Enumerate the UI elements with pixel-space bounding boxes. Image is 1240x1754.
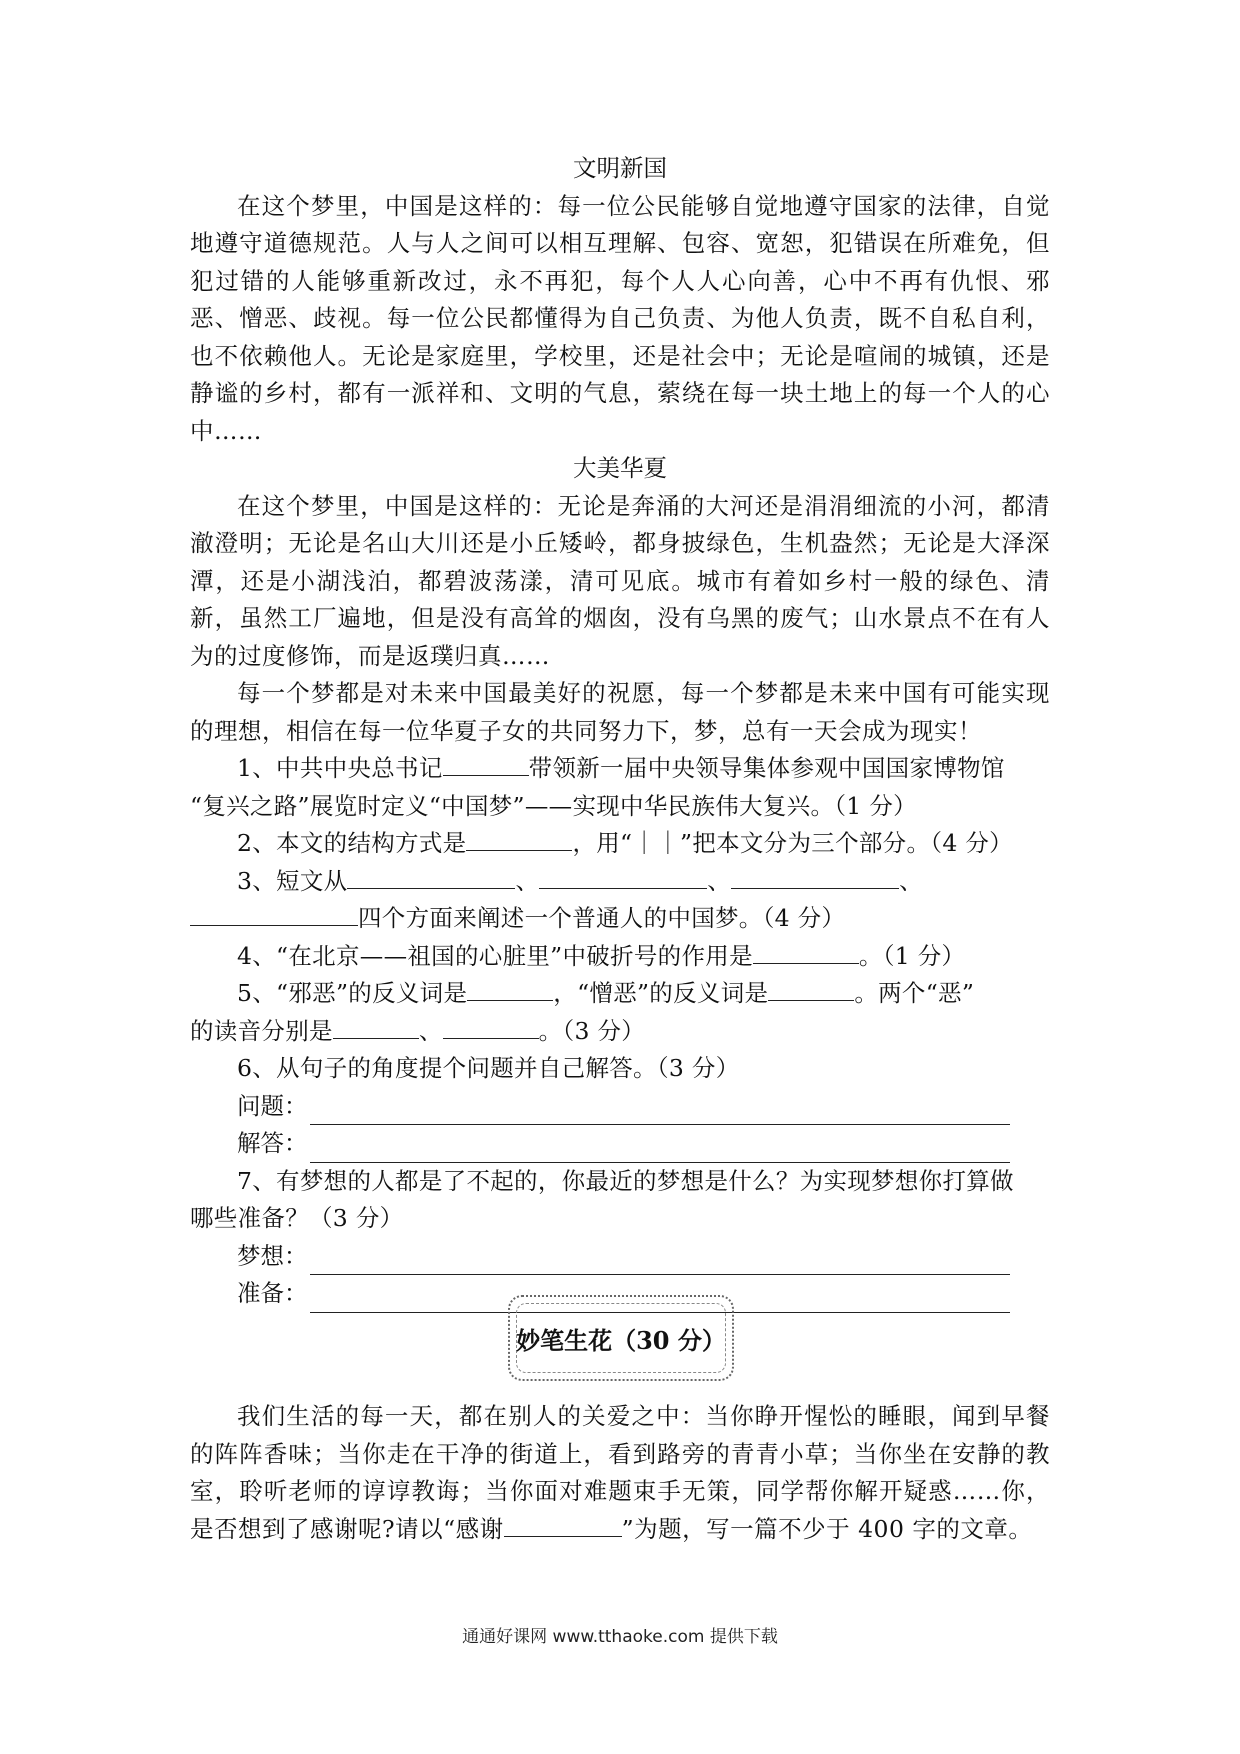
question-5-text-f: 。（3 分） <box>538 1016 646 1045</box>
question-6-question-line <box>190 1088 1050 1126</box>
writing-prompt <box>190 1398 1050 1548</box>
answer-field[interactable] <box>310 1136 1010 1163</box>
question-6: 6、从句子的角度提个问题并自己解答。（3 分） <box>237 1054 740 1082</box>
writing-prompt-text-b: ”为题，写一篇不少于 400 字的文章。 <box>621 1514 1033 1543</box>
answer-label: 解答： <box>237 1129 308 1157</box>
question-answer-field[interactable] <box>310 1098 1010 1125</box>
writing-title-blank[interactable] <box>504 1512 622 1537</box>
separator: 、 <box>418 1016 443 1045</box>
prep-label: 准备： <box>237 1279 308 1307</box>
question-1 <box>190 750 1050 788</box>
dream-field[interactable] <box>310 1248 1010 1275</box>
question-7-cont: 哪些准备？（3 分） <box>190 1204 404 1232</box>
question-1-cont: “复兴之路”展览时定义“中国梦”——实现中华民族伟大复兴。（1 分） <box>190 791 917 820</box>
question-2-text: 2、本文的结构方式是 <box>237 829 467 857</box>
question-1-text: 1、中共中央总书记 <box>237 754 443 782</box>
question-5-cont <box>190 1013 1050 1051</box>
writing-section-badge <box>508 1295 734 1381</box>
question-2-text-b: ，用“｜｜”把本文分为三个部分。（4 分） <box>572 829 1013 857</box>
reading-passage <box>190 150 1050 1313</box>
question-5-text-c: 。两个“恶” <box>854 979 975 1007</box>
separator: 、 <box>515 866 540 895</box>
question-2-blank[interactable] <box>466 826 572 851</box>
question-2 <box>190 825 1050 863</box>
question-5-text-b: ，“憎恶”的反义词是 <box>553 979 769 1007</box>
question-3-blank-1[interactable] <box>347 864 515 889</box>
section-text-beauty: 在这个梦里，中国是这样的：无论是奔涌的大河还是涓涓细流的小河，都清澈澄明；无论是名山大川还是小丘矮岭，都身披绿色，生机盎然；无论是大泽深潭，还是小湖浅泊，都碧波荡漾，清可见底。城市有着如乡村一般的绿色、清新，虽然工厂遍地，但是没有高耸的烟囱，没有乌黑的废气；山水景点不在有人为的过度修饰，而是返璞归真…… <box>190 491 1050 670</box>
question-3-cont <box>190 900 1050 938</box>
writing-prompt-text-a: 我们生活的每一天，都在别人的关爱之中：当你睁开惺忪的睡眼，闻到早餐的阵阵香味；当你走在干净的街道上，看到路旁的青青小草；当你坐在安静的教室，聆听老师的谆谆教诲；当你面对难题束手无策，同学帮你解开疑惑……你，是否想到了感谢呢?请以“感谢 <box>190 1402 1050 1543</box>
question-1-text-b: 带领新一届中央领导集体参观中国国家博物馆 <box>528 754 1005 782</box>
section-text-civilization: 在这个梦里，中国是这样的：每一位公民能够自觉地遵守国家的法律，自觉地遵守道德规范。人与人之间可以相互理解、包容、宽恕，犯错误在所难免，但犯过错的人能够重新改过，永不再犯，每个人人心向善，心中不再有仇恨、邪恶、憎恶、歧视。每一位公民都懂得为自己负责、为他人负责，既不自私自利，也不依赖他人。无论是家庭里，学校里，还是社会中；无论是喧闹的城镇，还是静谧的乡村，都有一派祥和、文明的气息，萦绕在每一块土地上的每一个人的心中…… <box>190 191 1050 445</box>
question-5-blank-1[interactable] <box>467 976 553 1001</box>
question-4 <box>190 938 1050 976</box>
question-5-blank-2[interactable] <box>768 976 854 1001</box>
question-7-dream-line <box>190 1238 1050 1276</box>
section-heading-beauty: 大美华夏 <box>573 454 667 482</box>
separator: 、 <box>899 866 923 895</box>
question-label: 问题： <box>237 1091 308 1120</box>
question-3-blank-4[interactable] <box>190 901 358 926</box>
question-3 <box>190 863 1050 901</box>
writing-section-title: 妙笔生花（30 分） <box>516 1325 726 1355</box>
question-3-text-b: 四个方面来阐述一个普通人的中国梦。（4 分） <box>358 904 846 932</box>
question-5-text-d: 的读音分别是 <box>190 1016 333 1045</box>
writing-prompt-text <box>190 1398 1050 1548</box>
conclusion-paragraph: 每一个梦都是对未来中国最美好的祝愿，每一个梦都是未来中国有可能实现的理想，相信在每一位华夏子女的共同努力下，梦，总有一天会成为现实！ <box>190 679 1050 745</box>
question-4-text: 4、“在北京——祖国的心脏里”中破折号的作用是 <box>237 941 753 970</box>
section-heading-civilization: 文明新国 <box>573 154 667 182</box>
question-5-blank-3[interactable] <box>333 1014 419 1039</box>
question-3-blank-2[interactable] <box>539 864 707 889</box>
separator: 、 <box>707 866 732 895</box>
question-5 <box>190 975 1050 1013</box>
question-3-blank-3[interactable] <box>731 864 899 889</box>
question-7: 7、有梦想的人都是了不起的，你最近的梦想是什么？为实现梦想你打算做 <box>237 1166 1014 1195</box>
question-1-blank[interactable] <box>443 751 529 776</box>
question-4-blank[interactable] <box>753 939 859 964</box>
question-3-text: 3、短文从 <box>237 866 348 895</box>
dream-label: 梦想： <box>237 1241 308 1270</box>
footer-source: 通通好课网 www.tthaoke.com 提供下载 <box>462 1627 778 1647</box>
question-5-text: 5、“邪恶”的反义词是 <box>237 979 468 1007</box>
question-4-text-b: 。（1 分） <box>858 941 966 970</box>
question-6-answer-line <box>190 1125 1050 1163</box>
question-5-blank-4[interactable] <box>443 1014 539 1039</box>
